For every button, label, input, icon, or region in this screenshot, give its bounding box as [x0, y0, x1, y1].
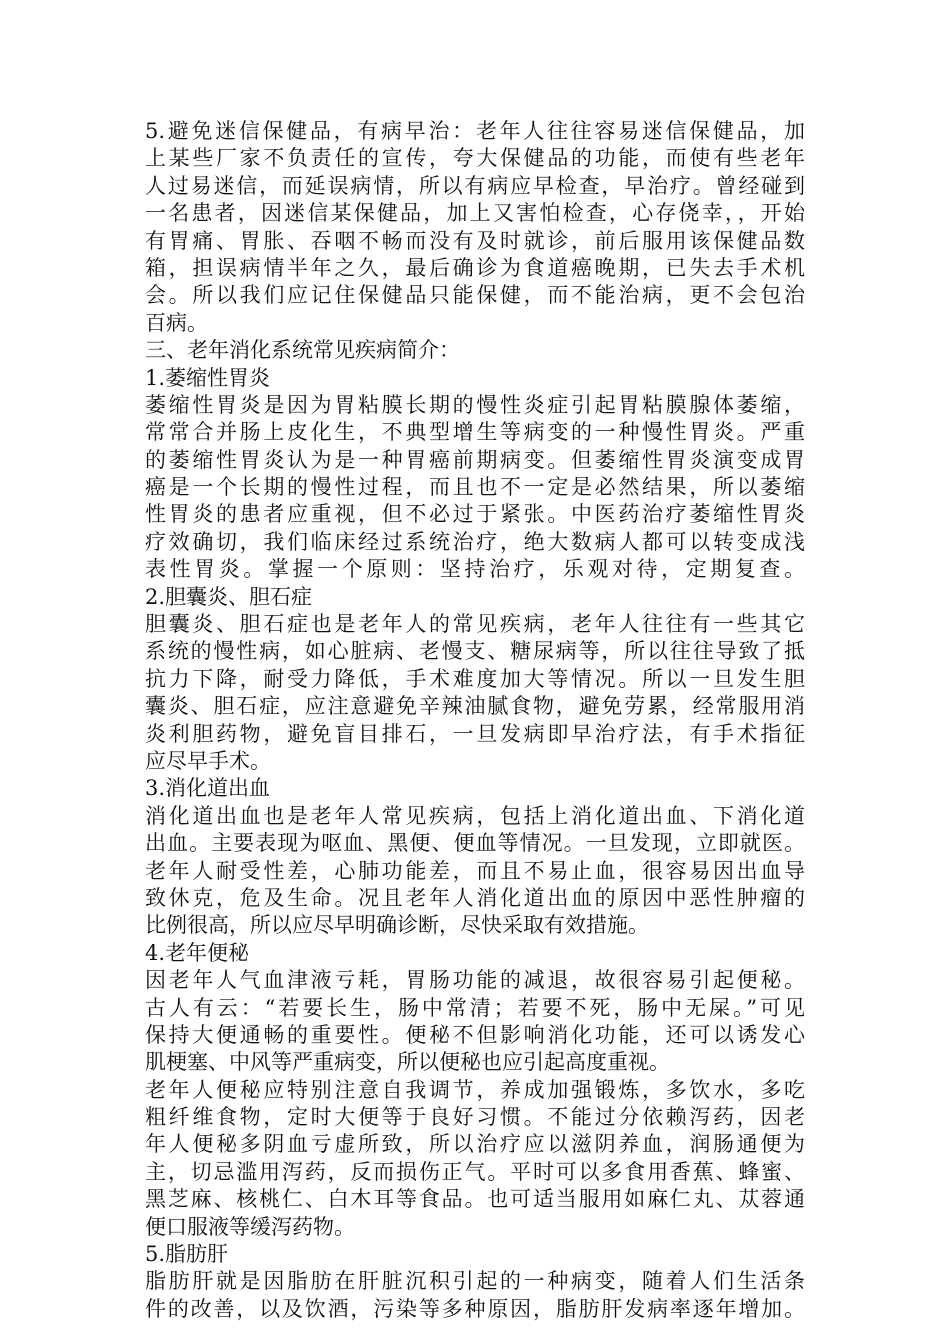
text-line: 因老年人气血津液亏耗，胃肠功能的减退，故很容易引起便秘。	[145, 968, 805, 993]
text-line: 2.胆囊炎、胆石症	[145, 584, 313, 609]
text-line: 消化道出血也是老年人常见疾病，包括上消化道出血、下消化道	[145, 803, 805, 828]
text-line: 百病。	[145, 310, 208, 335]
text-line: 3.消化道出血	[145, 776, 271, 801]
text-line: 便口服液等缓泻药物。	[145, 1214, 355, 1239]
text-line: 的萎缩性胃炎认为是一种胃癌前期病变。但萎缩性胃炎演变成胃	[145, 447, 805, 472]
text-line: 有胃痛、胃胀、吞咽不畅而没有及时就诊，前后服用该保健品数	[145, 228, 805, 253]
text-line: 1.萎缩性胃炎	[145, 365, 271, 390]
text-line: 会。所以我们应记住保健品只能保健，而不能治病，更不会包治	[145, 283, 805, 308]
text-line: 5.避免迷信保健品，有病早治：老年人往往容易迷信保健品，加	[145, 119, 805, 143]
text-line: 箱，担误病情半年之久，最后确诊为食道癌晚期，已失去手术机	[145, 255, 805, 280]
text-line: 常常合并肠上皮化生，不典型增生等病变的一种慢性胃炎。严重	[145, 420, 805, 445]
text-line: 比例很高，所以应尽早明确诊断，尽快采取有效措施。	[145, 913, 649, 938]
text-line: 出血。主要表现为呕血、黑便、便血等情况。一旦发现，立即就医。	[145, 831, 805, 856]
text-line: 主，切忌滥用泻药，反而损伤正气。平时可以多食用香蕉、蜂蜜、	[145, 1159, 805, 1184]
text-line: 应尽早手术。	[145, 748, 271, 773]
text-line: 系统的慢性病，如心脏病、老慢支、糖尿病等，所以往往导致了抵	[145, 639, 805, 664]
text-line: 人过易迷信，而延误病情，所以有病应早检查，早治疗。曾经碰到	[145, 173, 805, 198]
text-line: 炎利胆药物，避免盲目排石，一旦发病即早治疗法，有手术指征	[145, 721, 805, 746]
text-line: 4.老年便秘	[145, 940, 250, 965]
text-line: 5.脂肪肝	[145, 1242, 229, 1267]
text-line: 肌梗塞、中风等严重病变，所以便秘也应引起高度重视。	[145, 1050, 670, 1075]
text-line: 疗效确切，我们临床经过系统治疗，绝大数病人都可以转变成浅	[145, 529, 805, 554]
text-line: 保持大便通畅的重要性。便秘不但影响消化功能，还可以诱发心	[145, 1022, 805, 1047]
text-line: 老年人便秘应特别注意自我调节，养成加强锻炼，多饮水，多吃	[145, 1077, 805, 1102]
text-line: 致休克，危及生命。况且老年人消化道出血的原因中恶性肿瘤的	[145, 885, 805, 910]
text-line: 脂肪肝就是因脂肪在肝脏沉积引起的一种病变，随着人们生活条	[145, 1269, 805, 1294]
text-line: 粗纤维食物，定时大便等于良好习惯。不能过分依赖泻药，因老	[145, 1105, 805, 1130]
text-line: 抗力下降，耐受力降低，手术难度加大等情况。所以一旦发生胆	[145, 666, 805, 691]
text-line: 年人便秘多阴血亏虚所致，所以治疗应以滋阴养血，润肠通便为	[145, 1132, 805, 1157]
text-line: 囊炎、胆石症，应注意避免辛辣油腻食物，避免劳累，经常服用消	[145, 694, 805, 719]
text-line: 一名患者，因迷信某保健品，加上又害怕检查，心存侥幸，，开始	[145, 201, 805, 226]
text-line: 件的改善，以及饮酒，污染等多种原因，脂肪肝发病率逐年增加。	[145, 1296, 805, 1321]
text-line: 表性胃炎。掌握一个原则：坚持治疗，乐观对待，定期复查。	[145, 557, 805, 582]
text-line: 萎缩性胃炎是因为胃粘膜长期的慢性炎症引起胃粘膜腺体萎缩，	[145, 392, 805, 417]
text-line: 古人有云：“若要长生，肠中常清；若要不死，肠中无屎。”可见	[145, 995, 805, 1020]
document-page	[145, 118, 805, 1323]
text-line: 上某些厂家不负责任的宣传，夸大保健品的功能，而使有些老年	[145, 146, 805, 171]
text-line: 三、老年消化系统常见疾病简介：	[145, 338, 460, 363]
text-line: 性胃炎的患者应重视，但不必过于紧张。中医药治疗萎缩性胃炎	[145, 502, 805, 527]
text-line: 老年人耐受性差，心肺功能差，而且不易止血，很容易因出血导	[145, 858, 805, 883]
text-line: 癌是一个长期的慢性过程，而且也不一定是必然结果，所以萎缩	[145, 475, 805, 500]
text-line: 胆囊炎、胆石症也是老年人的常见疾病，老年人往往有一些其它	[145, 612, 805, 637]
text-line: 黑芝麻、核桃仁、白木耳等食品。也可适当服用如麻仁丸、苁蓉通	[145, 1187, 805, 1212]
